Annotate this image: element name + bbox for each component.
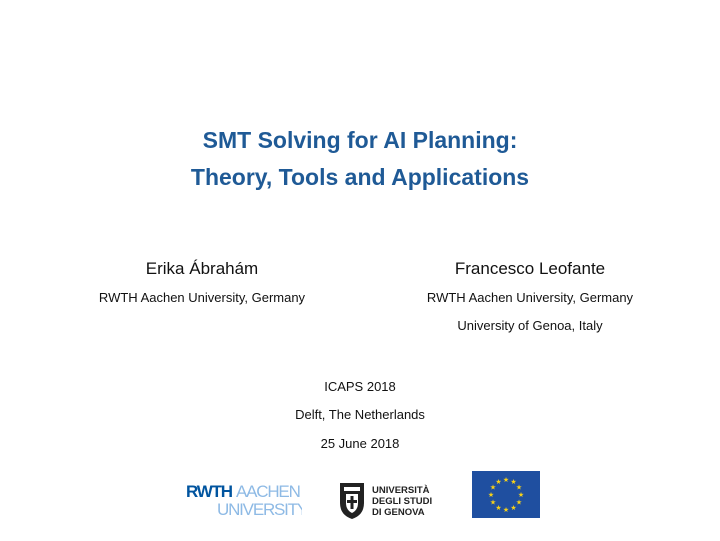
author-name-2: Francesco Leofante (454, 259, 606, 278)
author-name-1: Erika Ábrahám (145, 259, 259, 278)
eu-star-icon: ★ (495, 478, 502, 487)
svg-text:UNIVERSITÀ: UNIVERSITÀ (372, 485, 430, 496)
eu-star-icon: ★ (517, 491, 525, 499)
author-1-affiliation-1: RWTH Aachen University, Germany (98, 290, 306, 305)
svg-text:DEGLI STUDI: DEGLI STUDI (372, 496, 433, 507)
eu-star-icon: ★ (515, 498, 523, 507)
svg-text:UNIVERSITY: UNIVERSITY (217, 500, 302, 519)
eu-star-icon: ★ (489, 498, 497, 507)
eu-star-icon: ★ (502, 476, 510, 484)
eu-flag-logo (472, 471, 540, 518)
title-line-1: SMT Solving for AI Planning: (202, 127, 518, 153)
svg-text:DI GENOVA: DI GENOVA (372, 507, 425, 518)
eu-star-icon: ★ (487, 491, 495, 499)
title-line-2: Theory, Tools and Applications (190, 164, 530, 190)
author-2-affiliation-2: University of Genoa, Italy (457, 318, 603, 333)
svg-text:RWTH: RWTH (186, 482, 232, 501)
eu-star-icon: ★ (515, 483, 523, 492)
eu-star-icon: ★ (489, 483, 497, 492)
eu-star-icon: ★ (510, 478, 517, 487)
eu-star-icon: ★ (495, 503, 502, 512)
event-name: ICAPS 2018 (324, 379, 396, 394)
university-of-genoa-logo (338, 481, 438, 521)
rwth-aachen-logo (186, 481, 302, 521)
event-date: 25 June 2018 (320, 436, 400, 451)
svg-text:AACHEN: AACHEN (236, 482, 300, 501)
event-location: Delft, The Netherlands (295, 407, 425, 422)
eu-star-icon: ★ (510, 503, 517, 512)
author-2-affiliation-1: RWTH Aachen University, Germany (426, 290, 634, 305)
eu-star-icon: ★ (502, 506, 510, 514)
